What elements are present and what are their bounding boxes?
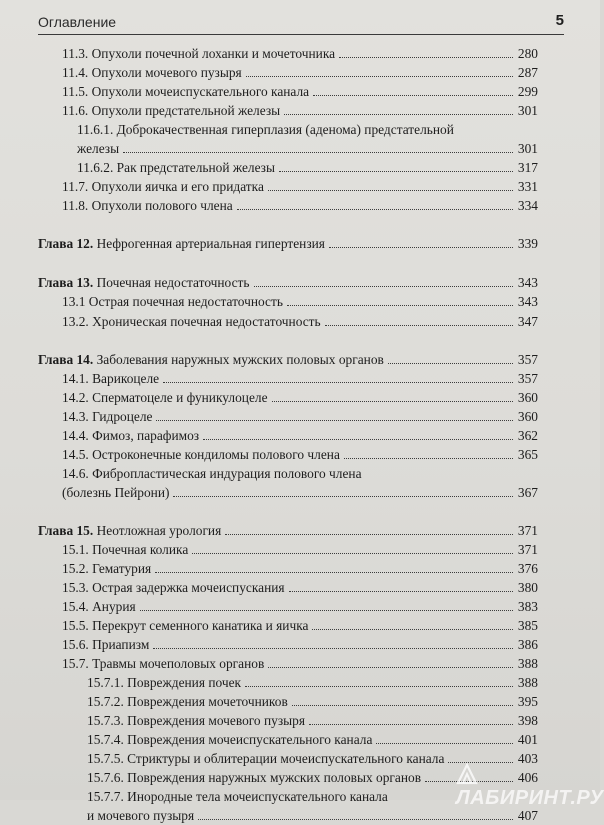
dot-leader <box>237 209 513 210</box>
dot-leader <box>153 648 513 649</box>
dot-leader <box>254 286 513 287</box>
toc-entry-label <box>62 541 188 559</box>
toc-entry <box>87 693 538 711</box>
toc-entry-label <box>62 408 152 426</box>
toc-entry-label <box>87 674 241 692</box>
toc-entry <box>62 102 538 120</box>
toc-chapter-entry <box>38 351 538 369</box>
toc-page-number: 360 <box>517 409 538 424</box>
dot-leader <box>388 363 513 364</box>
entry-title: 15.7.3. Повреждения мочевого пузыря <box>87 713 305 728</box>
toc-entry <box>62 541 538 559</box>
chapter-number: Глава 15. <box>38 523 94 538</box>
toc-entry-label <box>77 159 275 177</box>
toc-entry-label <box>62 560 151 578</box>
dot-leader <box>173 496 512 497</box>
toc-page-number: 357 <box>517 371 538 386</box>
toc-entry-label <box>38 235 325 253</box>
entry-title: 15.7.4. Повреждения мочеиспускательного канала <box>87 732 373 747</box>
toc-page-number: 406 <box>517 770 538 785</box>
dot-leader <box>156 420 512 421</box>
entry-title: 15.7.5. Стриктуры и облитерации мочеиспускательного канала <box>87 751 445 766</box>
entry-title: 15.6. Приапизм <box>62 637 150 652</box>
toc-entry-label <box>62 293 283 311</box>
toc-entry-label <box>87 769 421 787</box>
entry-title: 11.3. Опухоли почечной лоханки и мочеточника <box>62 46 336 61</box>
toc-page-number: 403 <box>517 751 538 766</box>
toc-entry <box>62 389 538 407</box>
toc-entry <box>62 636 538 654</box>
toc-page-number: 360 <box>517 390 538 405</box>
toc-entry-label <box>87 693 288 711</box>
toc-entry-label <box>62 313 321 331</box>
chapter-number: Глава 12. <box>38 236 94 251</box>
entry-title: Почечная недостаточность <box>96 275 250 290</box>
dot-leader <box>163 382 513 383</box>
entry-title: 14.1. Варикоцеле <box>62 371 160 386</box>
toc-page-number: 380 <box>517 580 538 595</box>
entry-title: Заболевания наружных мужских половых органов <box>96 352 384 367</box>
entry-title: Нефрогенная артериальная гипертензия <box>96 236 325 251</box>
toc-page-number: 280 <box>517 46 538 61</box>
toc-page-number: 385 <box>517 618 538 633</box>
entry-title: 15.7. Травмы мочеполовых органов <box>62 656 265 671</box>
toc-page-number: 339 <box>517 236 538 251</box>
toc-entry <box>62 293 538 311</box>
entry-title: 11.6.2. Рак предстательной железы <box>77 160 275 175</box>
dot-leader <box>198 819 513 820</box>
entry-title: 14.4. Фимоз, парафимоз <box>62 428 200 443</box>
dot-leader <box>155 572 513 573</box>
toc-entry-label <box>87 712 305 730</box>
toc-entry <box>62 313 538 331</box>
toc-entry <box>87 788 388 806</box>
toc-entry-label <box>38 274 250 292</box>
toc-page-number: 371 <box>517 523 538 538</box>
entry-title: 14.3. Гидроцеле <box>62 409 153 424</box>
dot-leader <box>284 114 513 115</box>
watermark <box>456 763 604 809</box>
dot-leader <box>203 439 513 440</box>
toc-entry <box>62 655 538 673</box>
toc-entry-label <box>77 140 119 158</box>
toc-entry-label <box>77 122 454 137</box>
entry-title: 15.7.7. Инородные тела мочеиспускательного канала <box>87 789 388 804</box>
toc-entry <box>62 617 538 635</box>
toc-entry-label <box>62 446 340 464</box>
dot-leader <box>246 76 513 77</box>
toc-chapter-entry <box>38 235 538 253</box>
entry-title: 15.4. Анурия <box>62 599 136 614</box>
entry-title: 13.1 Острая почечная недостаточность <box>62 294 283 309</box>
toc-entry-label <box>62 102 280 120</box>
toc-entry <box>87 712 538 730</box>
toc-page-number: 334 <box>517 198 538 213</box>
dot-leader <box>245 686 513 687</box>
entry-title: 11.6.1. Доброкачественная гиперплазия (аденома) предстательной <box>77 122 454 137</box>
toc-entry <box>77 121 454 139</box>
entry-title: 11.7. Опухоли яичка и его придатка <box>62 179 264 194</box>
header-page-number: 5 <box>555 12 564 29</box>
entry-title: 15.7.2. Повреждения мочеточников <box>87 694 288 709</box>
toc-chapter-entry <box>38 522 538 540</box>
dot-leader <box>344 458 513 459</box>
toc-entry-label <box>87 750 444 768</box>
toc-entry-label <box>62 466 362 481</box>
toc-entry-label <box>62 389 268 407</box>
toc-entry <box>62 427 538 445</box>
toc-entry <box>62 465 362 483</box>
toc-entry <box>77 140 538 158</box>
entry-title: 15.7.1. Повреждения почек <box>87 675 242 690</box>
toc-page-number: 383 <box>517 599 538 614</box>
toc-page-number: 388 <box>517 675 538 690</box>
toc-page-number: 395 <box>517 694 538 709</box>
dot-leader <box>272 401 513 402</box>
toc-page-number: 401 <box>517 732 538 747</box>
chapter-number: Глава 14. <box>38 352 94 367</box>
entry-title: 13.2. Хроническая почечная недостаточность <box>62 314 321 329</box>
toc-entry-label <box>62 178 264 196</box>
toc-entry <box>62 446 538 464</box>
toc-entry-label <box>87 731 372 749</box>
toc-entry <box>62 197 538 215</box>
toc-page-number: 365 <box>517 447 538 462</box>
toc-entry <box>77 159 538 177</box>
labirint-logo-icon <box>456 763 478 785</box>
dot-leader <box>325 325 513 326</box>
entry-title: 11.8. Опухоли полового члена <box>62 198 233 213</box>
toc-page-number: 317 <box>517 160 538 175</box>
toc-entry <box>87 674 538 692</box>
toc-page-number: 301 <box>517 103 538 118</box>
toc-page-number: 287 <box>517 65 538 80</box>
watermark-text: ЛАБИРИНТ.РУ <box>456 787 604 809</box>
toc-entry-label <box>62 427 199 445</box>
entry-title: 14.6. Фибропластическая индурация полового члена <box>62 466 362 481</box>
entry-title: 14.2. Сперматоцеле и фуникулоцеле <box>62 390 268 405</box>
entry-title: железы <box>77 141 120 156</box>
toc-page-number: 386 <box>517 637 538 652</box>
entry-title: (болезнь Пейрони) <box>62 485 170 500</box>
dot-leader <box>140 610 513 611</box>
toc-entry <box>62 45 538 63</box>
entry-title: 15.3. Острая задержка мочеиспускания <box>62 580 285 595</box>
toc-page-number: 398 <box>517 713 538 728</box>
toc-entry <box>62 64 538 82</box>
toc-page-number: 362 <box>517 428 538 443</box>
toc-page-number: 371 <box>517 542 538 557</box>
toc-chapter-entry <box>38 274 538 292</box>
toc-entry <box>62 83 538 101</box>
chapter-number: Глава 13. <box>38 275 94 290</box>
dot-leader <box>313 95 513 96</box>
toc-entry-label <box>62 83 309 101</box>
dot-leader <box>339 57 513 58</box>
dot-leader <box>268 190 513 191</box>
toc-entry <box>62 178 538 196</box>
toc-page-number: 376 <box>517 561 538 576</box>
toc-page-number: 407 <box>517 808 538 823</box>
dot-leader <box>309 724 513 725</box>
toc-entry-label <box>62 655 264 673</box>
entry-title: 15.1. Почечная колика <box>62 542 189 557</box>
toc-entry <box>62 560 538 578</box>
toc-entry <box>62 484 538 502</box>
toc-entry-label <box>62 370 159 388</box>
entry-title: 11.6. Опухоли предстательной железы <box>62 103 281 118</box>
entry-title: Неотложная урология <box>96 523 222 538</box>
dot-leader <box>292 705 513 706</box>
dot-leader <box>279 171 513 172</box>
dot-leader <box>123 152 513 153</box>
dot-leader <box>287 305 513 306</box>
toc-entry-label <box>62 197 233 215</box>
header-title: Оглавление <box>38 14 117 30</box>
toc-entry-label <box>87 807 194 825</box>
toc-entry-label <box>62 579 285 597</box>
toc-page-number: 343 <box>517 275 538 290</box>
toc-page-number: 357 <box>517 352 538 367</box>
toc-entry <box>62 370 538 388</box>
toc-entry-label <box>62 636 149 654</box>
toc-entry-label <box>38 351 384 369</box>
toc-entry-label <box>62 64 242 82</box>
dot-leader <box>312 629 512 630</box>
toc-page-number: 331 <box>517 179 538 194</box>
entry-title: 11.5. Опухоли мочеиспускательного канала <box>62 84 310 99</box>
toc-entry <box>62 579 538 597</box>
toc-page-number: 343 <box>517 294 538 309</box>
toc-entry-label <box>38 522 221 540</box>
toc-entry-label <box>62 598 136 616</box>
dot-leader <box>289 591 513 592</box>
entry-title: 15.5. Перекрут семенного канатика и яичка <box>62 618 309 633</box>
toc-page-number: 299 <box>517 84 538 99</box>
toc-entry-label <box>62 617 308 635</box>
toc-entry-label <box>62 45 335 63</box>
dot-leader <box>225 534 513 535</box>
toc-entry <box>87 731 538 749</box>
toc-page-number: 367 <box>517 485 538 500</box>
toc-entry <box>62 598 538 616</box>
toc-entry-label <box>62 484 169 502</box>
entry-title: и мочевого пузыря <box>87 808 195 823</box>
toc-page-number: 388 <box>517 656 538 671</box>
entry-title: 11.4. Опухоли мочевого пузыря <box>62 65 242 80</box>
dot-leader <box>329 247 513 248</box>
toc-entry <box>62 408 538 426</box>
entry-title: 15.7.6. Повреждения наружных мужских половых органов <box>87 770 422 785</box>
toc-entry-label <box>87 789 388 804</box>
entry-title: 14.5. Остроконечные кондиломы полового члена <box>62 447 340 462</box>
toc-page-number: 347 <box>517 314 538 329</box>
dot-leader <box>192 553 513 554</box>
dot-leader <box>376 743 512 744</box>
toc-page-number: 301 <box>517 141 538 156</box>
entry-title: 15.2. Гематурия <box>62 561 152 576</box>
dot-leader <box>268 667 513 668</box>
